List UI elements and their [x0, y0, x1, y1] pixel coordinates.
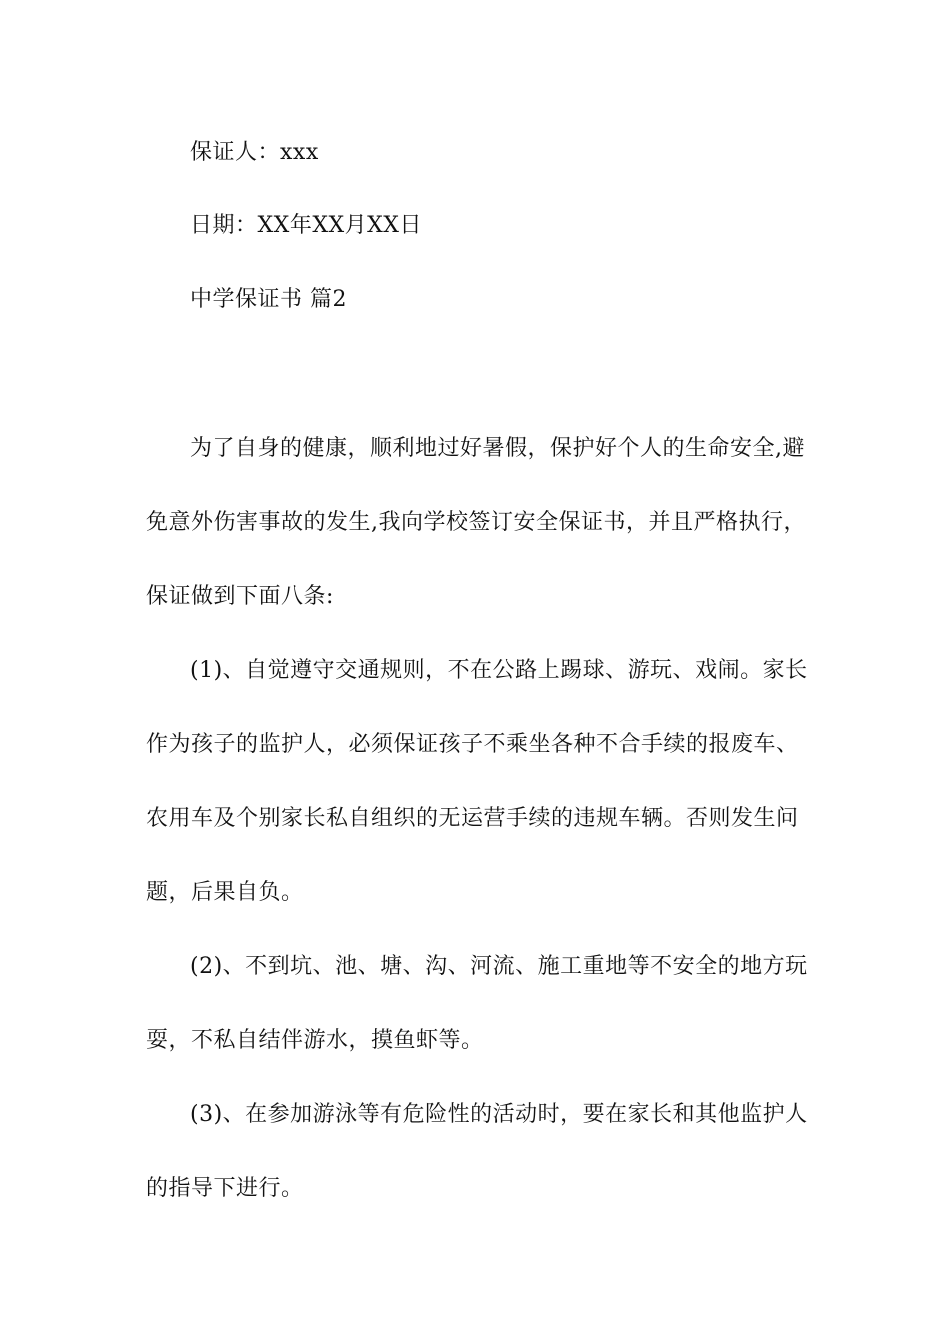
paragraph-line: 免意外伤害事故的发生,我向学校签订安全保证书，并且严格执行，	[146, 510, 806, 535]
paragraph-line: 为了自身的健康，顺利地过好暑假，保护好个人的生命安全,避	[190, 436, 805, 461]
section-title: 中学保证书 篇2	[190, 287, 347, 312]
guarantor-line: 保证人：xxx	[190, 140, 319, 165]
paragraph-line: 耍，不私自结伴游水，摸鱼虾等。	[146, 1028, 484, 1053]
paragraph-line: 保证做到下面八条:	[146, 584, 334, 609]
paragraph-line: (2)、不到坑、池、塘、沟、河流、施工重地等不安全的地方玩	[190, 954, 808, 979]
paragraph-line: 题，后果自负。	[146, 880, 304, 905]
paragraph-line: (3)、在参加游泳等有危险性的活动时，要在家长和其他监护人	[190, 1102, 808, 1127]
paragraph-line: 农用车及个别家长私自组织的无运营手续的违规车辆。否则发生问	[146, 806, 799, 831]
paragraph-line: 的指导下进行。	[146, 1176, 304, 1201]
paragraph-line: (1)、自觉遵守交通规则，不在公路上踢球、游玩、戏闹。家长	[190, 658, 808, 683]
paragraph-line: 作为孩子的监护人，必须保证孩子不乘坐各种不合手续的报废车、	[146, 732, 799, 757]
date-line: 日期：XX年XX月XX日	[190, 213, 422, 238]
